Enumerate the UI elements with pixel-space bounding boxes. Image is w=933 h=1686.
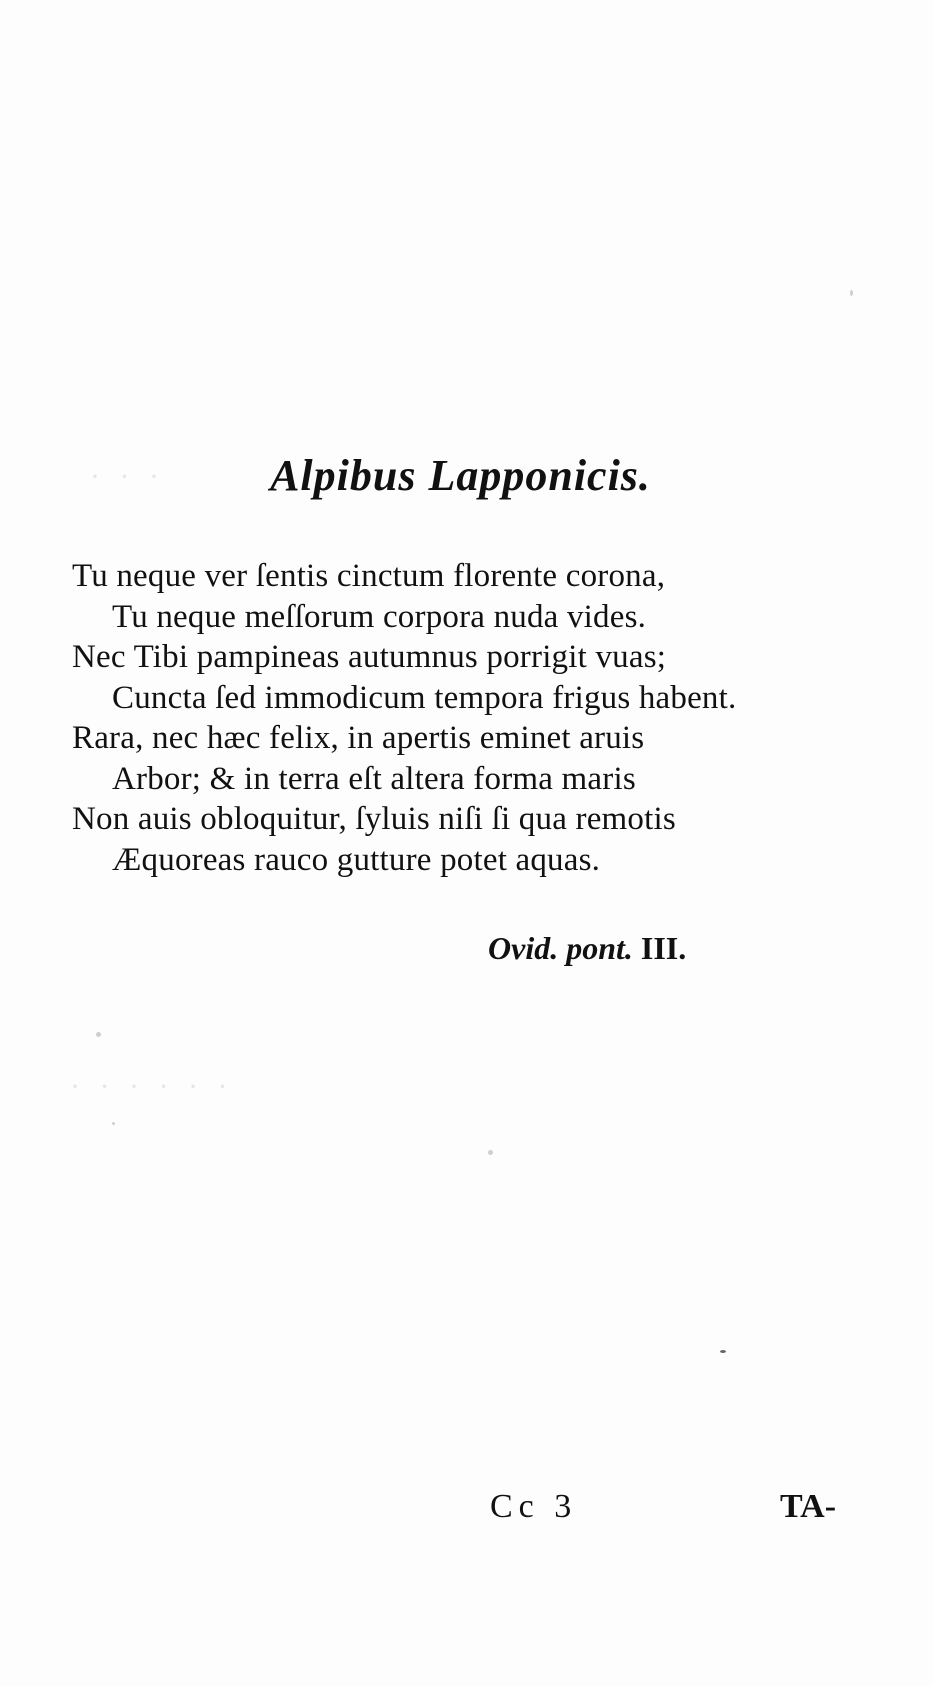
signature-mark: Cc 3 bbox=[490, 1488, 578, 1525]
poem bbox=[72, 556, 872, 880]
poem-line: Tu neque meſſorum corpora nuda vides. bbox=[112, 598, 647, 635]
poem-line: Cuncta ſed immodicum tempora frigus habent. bbox=[112, 679, 737, 716]
attribution-book: III. bbox=[640, 930, 687, 966]
poem-line: Non auis obloquitur, ſyluis niſi ſi qua remotis bbox=[72, 801, 676, 837]
speck-2 bbox=[488, 1150, 493, 1155]
poem-line: Rara, nec hæc felix, in apertis eminet aruis bbox=[72, 720, 645, 756]
speck-3 bbox=[112, 1122, 115, 1125]
poem-line: Arbor; & in terra eſt altera forma maris bbox=[112, 760, 636, 797]
speck-5 bbox=[850, 290, 853, 296]
attribution bbox=[488, 930, 686, 967]
poem-line: Æquoreas rauco gutture potet aquas. bbox=[112, 841, 601, 878]
speck-4 bbox=[720, 1350, 726, 1353]
poem-line: Tu neque ver ſentis cinctum florente corona, bbox=[72, 558, 666, 594]
bleed-through-1: · · · bbox=[90, 460, 165, 493]
attribution-work: Ovid. pont. bbox=[488, 930, 633, 966]
catchword: TA- bbox=[780, 1488, 837, 1525]
poem-line: Nec Tibi pampineas autumnus porrigit vuas; bbox=[72, 639, 667, 675]
bleed-through-2: · · · · · · bbox=[70, 1070, 234, 1103]
page-heading: Alpibus Lapponicis. bbox=[270, 451, 651, 500]
speck-1 bbox=[96, 1032, 101, 1037]
